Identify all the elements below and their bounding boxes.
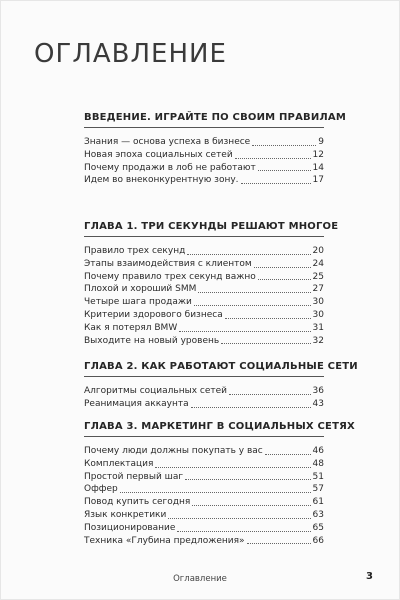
toc-entry-label: Выходите на новый уровень (84, 335, 220, 346)
dot-leader (168, 518, 310, 519)
dot-leader (192, 505, 310, 506)
dot-leader (198, 292, 310, 293)
toc-entry-label: Оффер (84, 484, 118, 495)
toc-entry[interactable] (84, 162, 324, 175)
toc-entry[interactable] (84, 445, 324, 458)
dot-leader (221, 343, 310, 344)
dot-leader (235, 158, 311, 159)
toc-entry-page: 57 (312, 484, 324, 495)
dot-leader (194, 305, 311, 306)
dot-leader (155, 467, 310, 468)
dot-leader (241, 183, 311, 184)
toc-entry-label: Этапы взаимодействия с клиентом (84, 258, 252, 269)
toc-entry-label: Знания — основа успеха в бизнесе (84, 137, 251, 147)
dot-leader (265, 454, 311, 455)
toc-entry[interactable] (84, 258, 324, 271)
dot-leader (179, 331, 310, 332)
page-number: 3 (366, 571, 373, 582)
toc-entry-label: Как я потерял BMW (84, 322, 178, 333)
dot-leader (258, 170, 311, 171)
toc-entry-page: 30 (312, 309, 324, 320)
toc-entry[interactable] (84, 335, 324, 348)
toc-entry[interactable] (84, 136, 324, 149)
toc-entry-page: 20 (312, 246, 324, 256)
toc-entry-label: Реанимация аккаунта (84, 398, 189, 409)
toc-section-chapter-2 (84, 361, 358, 411)
section-title: ГЛАВА 2. КАК РАБОТАЮТ СОЦИАЛЬНЫЕ СЕТИ (84, 361, 324, 377)
dot-leader (254, 267, 311, 268)
toc-entry[interactable] (84, 535, 324, 548)
section-title: ВВЕДЕНИЕ. ИГРАЙТЕ ПО СВОИМ ПРАВИЛАМ (84, 112, 324, 128)
toc-entry-page: 65 (312, 522, 324, 533)
dot-leader (120, 492, 311, 493)
toc-entry-label: Плохой и хороший SMM (84, 284, 197, 295)
toc-entry-page: 43 (312, 398, 324, 409)
toc-entry-page: 9 (318, 137, 324, 147)
toc-entry-page: 30 (312, 297, 324, 308)
toc-entry[interactable] (84, 271, 324, 284)
dot-leader (252, 145, 316, 146)
toc-entry[interactable] (84, 458, 324, 471)
toc-entry-page: 24 (312, 258, 324, 269)
toc-entry-page: 25 (312, 271, 324, 282)
dot-leader (185, 479, 310, 480)
dot-leader (247, 543, 311, 544)
toc-entry-label: Четыре шага продажи (84, 297, 192, 308)
toc-section-chapter-1 (84, 221, 339, 347)
page-title: ОГЛАВЛЕНИЕ (34, 39, 227, 69)
toc-entry[interactable] (84, 245, 324, 258)
section-title: ГЛАВА 3. МАРКЕТИНГ В СОЦИАЛЬНЫХ СЕТЯХ (84, 421, 324, 437)
toc-entry-page: 12 (312, 149, 324, 160)
toc-entry-page: 61 (312, 497, 324, 508)
toc-entry[interactable] (84, 296, 324, 309)
toc-section-chapter-3 (84, 421, 355, 547)
toc-entry-label: Комплектация (84, 458, 154, 469)
running-title: Оглавление (173, 574, 227, 584)
dot-leader (258, 279, 311, 280)
toc-entry[interactable] (84, 483, 324, 496)
toc-entry-label: Почему правило трех секунд важно (84, 271, 256, 282)
toc-entry-page: 48 (312, 458, 324, 469)
toc-entry-label: Идем во внеконкурентную зону. (84, 175, 239, 186)
toc-entry-label: Почему продажи в лоб не работают (84, 162, 256, 173)
toc-section-introduction (84, 112, 347, 187)
toc-entry[interactable] (84, 174, 324, 187)
toc-entry-page: 32 (312, 335, 324, 346)
toc-entry-label: Простой первый шаг (84, 471, 184, 482)
dot-leader (187, 254, 310, 255)
toc-entry-page: 27 (312, 284, 324, 295)
toc-entry-label: Позиционирование (84, 522, 176, 533)
dot-leader (225, 318, 311, 319)
dot-leader (177, 531, 310, 532)
toc-entry-label: Критерии здорового бизнеса (84, 309, 223, 320)
toc-entry-label: Новая эпоха социальных сетей (84, 149, 233, 160)
toc-entry-label: Язык конкретики (84, 509, 167, 520)
toc-entry[interactable] (84, 283, 324, 296)
toc-entry-page: 31 (312, 322, 324, 333)
toc-entry[interactable] (84, 309, 324, 322)
toc-entry-label: Правило трех секунд (84, 246, 186, 256)
dot-leader (229, 394, 311, 395)
toc-entry[interactable] (84, 322, 324, 335)
toc-entry[interactable] (84, 509, 324, 522)
toc-entry[interactable] (84, 385, 324, 398)
toc-entry[interactable] (84, 471, 324, 484)
toc-entry-page: 66 (312, 535, 324, 546)
section-title: ГЛАВА 1. ТРИ СЕКУНДЫ РЕШАЮТ МНОГОЕ (84, 221, 324, 237)
toc-entry-label: Повод купить сегодня (84, 497, 191, 508)
dot-leader (191, 407, 311, 408)
toc-entry[interactable] (84, 496, 324, 509)
toc-entry[interactable] (84, 398, 324, 411)
toc-entry-label: Алгоритмы социальных сетей (84, 386, 227, 396)
toc-entry-page: 63 (312, 509, 324, 520)
toc-entry-page: 14 (312, 162, 324, 173)
toc-entry-page: 36 (312, 386, 324, 396)
toc-entry-page: 51 (312, 471, 324, 482)
toc-entry-page: 46 (312, 446, 324, 456)
toc-entry[interactable] (84, 522, 324, 535)
toc-entry[interactable] (84, 149, 324, 162)
toc-entry-page: 17 (312, 175, 324, 186)
toc-entry-label: Почему люди должны покупать у вас (84, 446, 263, 456)
toc-entry-label: Техника «Глубина предложения» (84, 535, 245, 546)
